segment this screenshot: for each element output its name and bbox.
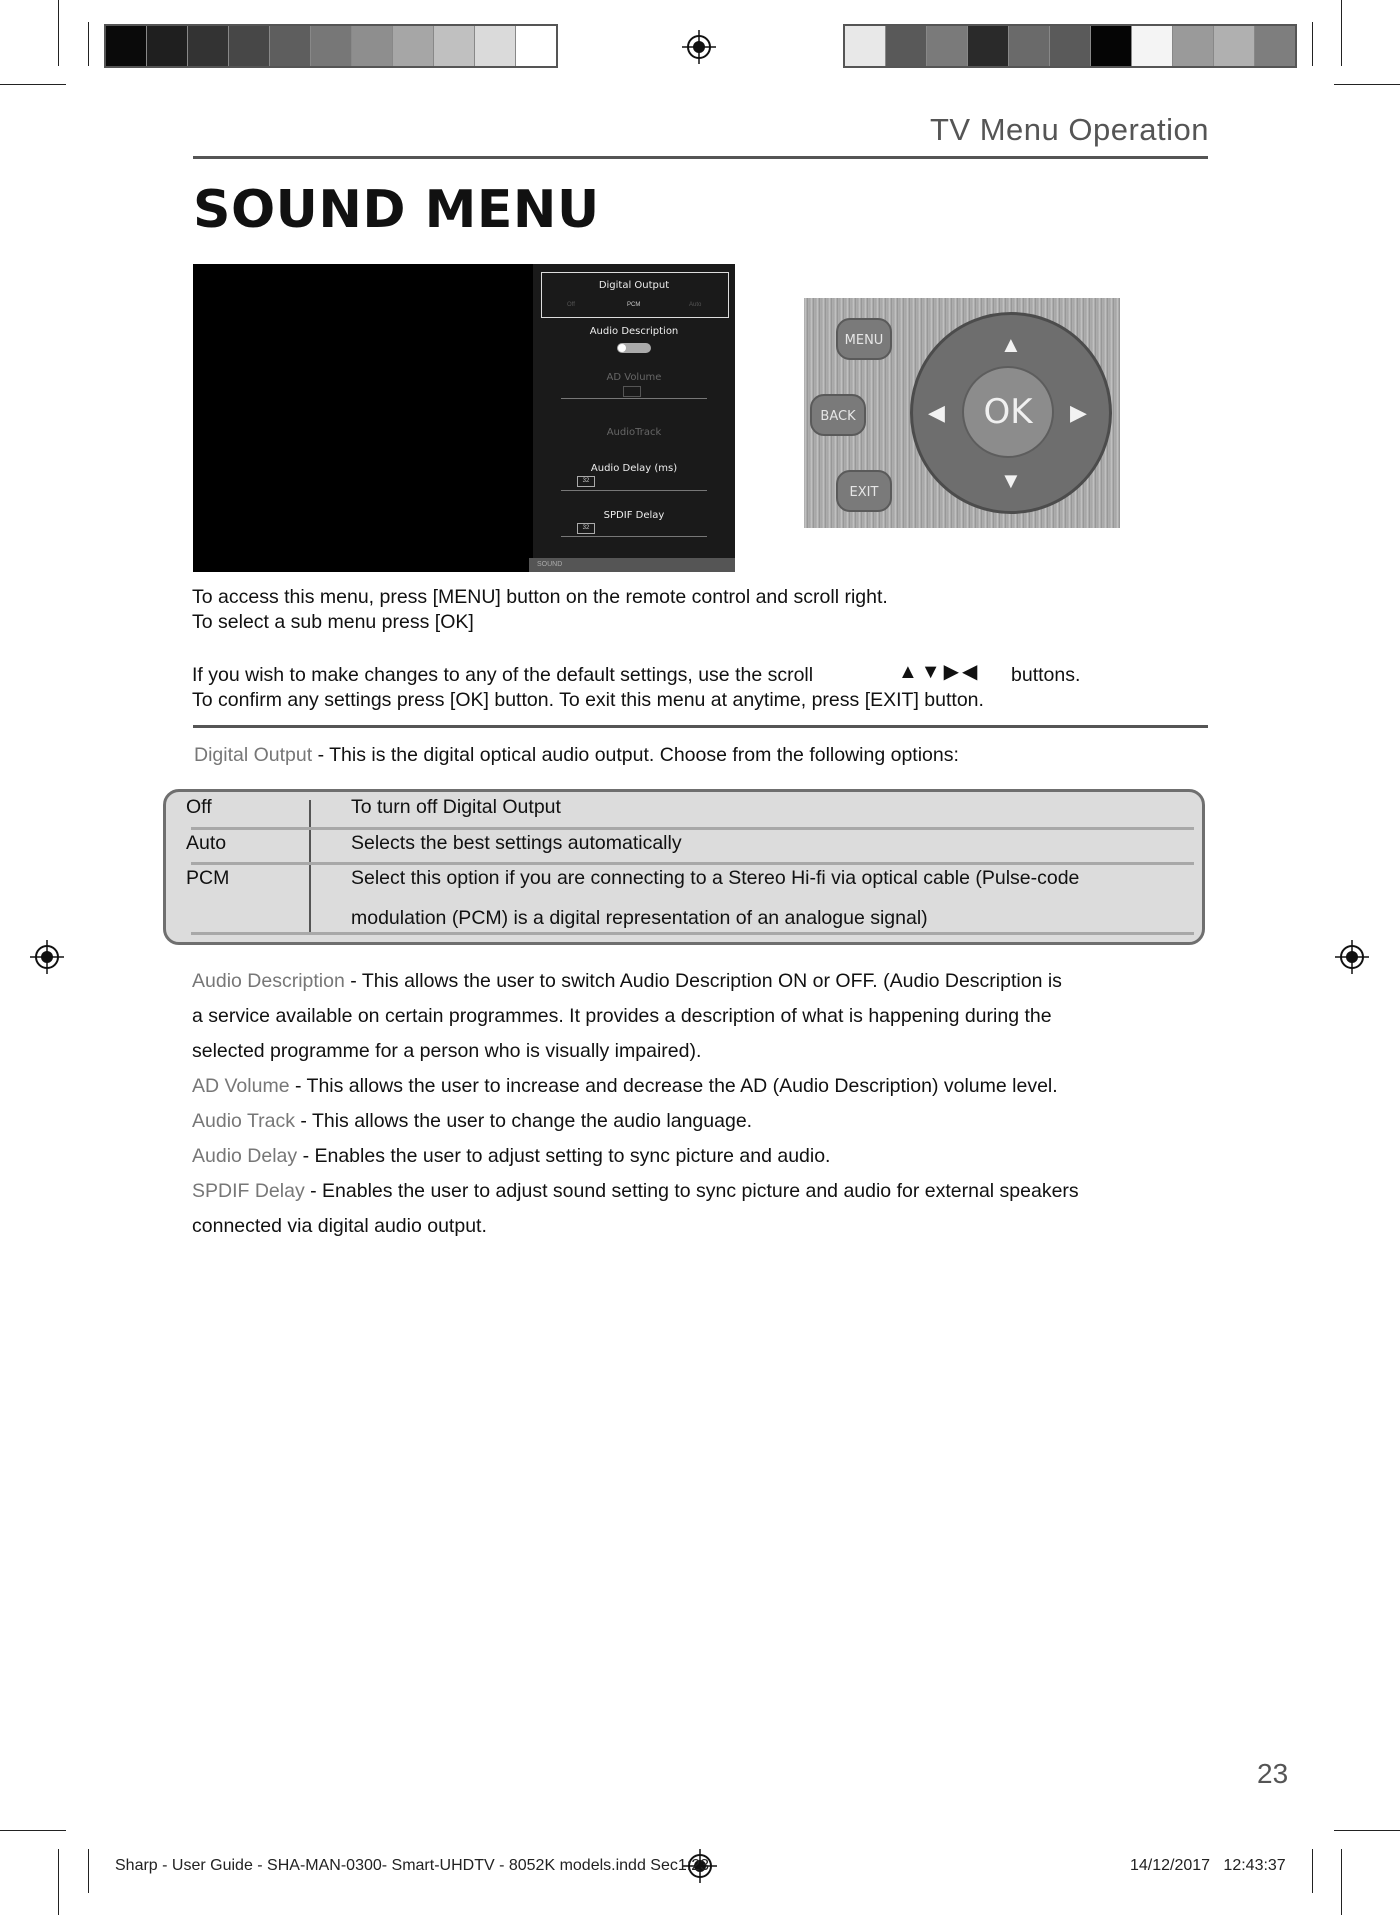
print-date: 14/12/2017 [1130,1857,1211,1874]
intro-text: - This is the digital optical audio output. Choose from the following options: [312,744,959,766]
digital-output-intro [194,743,959,768]
arrow-up-icon: ▲ [1000,332,1022,357]
registration-mark-icon [682,30,716,64]
arrow-left-icon: ◀ [928,400,945,425]
digital-output-options-table [163,789,1205,945]
scroll-arrows-icon: ▲▼▶◀ [898,661,981,683]
option-value: Selects the best settings automatically [351,832,682,854]
term-spdif-delay: SPDIF Delay [192,1180,305,1202]
tv-item-audio-track: AudioTrack [606,427,662,438]
crop-mark [1312,1849,1313,1893]
option-key: Off [186,796,212,818]
term-digital-output: Digital Output [194,744,313,766]
crop-mark [0,84,66,85]
section-divider [193,725,1208,728]
print-footer-file: Sharp - User Guide - SHA-MAN-0300- Smart-UHDTV - 8052K models.indd Sec1:23 [115,1857,709,1874]
registration-mark-icon [30,940,64,974]
tv-toggle [617,343,651,353]
term-audio-description: Audio Description [192,970,345,992]
arrow-right-icon: ▶ [1070,400,1087,425]
desc-text: - This allows the user to increase and decrease the AD (Audio Description) volume level. [289,1075,1058,1097]
table-row [186,830,1194,865]
term-audio-track: Audio Track [192,1110,295,1132]
desc-text: connected via digital audio output. [192,1215,487,1237]
term-ad-volume: AD Volume [192,1075,290,1097]
tv-sound-menu-screenshot [193,264,735,572]
desc-audio-description [192,970,1062,993]
tv-highlight-box [541,272,729,318]
back-button: BACK [810,394,866,436]
desc-audio-delay [192,1145,830,1168]
desc-text: a service available on certain programmes. It provides a description of what is happening during the [192,1005,1052,1027]
crop-mark [1334,84,1400,85]
print-footer-timestamp [1130,1857,1286,1875]
instruction-line: To select a sub menu press [OK] [192,611,474,633]
header-divider [193,156,1208,159]
option-key: PCM [186,867,230,889]
tv-item-audio-delay: Audio Delay (ms) [590,463,678,474]
tv-item-digital-output: Digital Output [598,280,670,291]
page-number: 23 [1257,1758,1289,1789]
crop-mark [88,22,89,66]
instruction-line: To access this menu, press [MENU] button on the remote control and scroll right. [192,586,888,608]
desc-text: - This allows the user to switch Audio Description ON or OFF. (Audio Description is [344,970,1062,992]
option-key: Auto [186,832,227,854]
desc-text: - Enables the user to adjust setting to sync picture and audio. [297,1145,831,1167]
desc-text: - This allows the user to change the audio language. [294,1110,753,1132]
crop-mark [58,1849,59,1915]
tv-slider-line [561,536,707,537]
instruction-line: If you wish to make changes to any of the default settings, use the scroll [192,664,814,686]
tv-spdif-delay-value: 32 [577,523,595,534]
tv-option-off: Off [567,302,575,308]
table-row [186,792,1194,830]
print-time: 12:43:37 [1223,1857,1286,1874]
tv-option-auto: Auto [689,302,702,308]
tv-option-pcm: PCM [627,302,641,308]
crop-mark [0,1830,66,1831]
option-value: modulation (PCM) is a digital representation of an analogue signal) [351,907,928,929]
desc-spdif-delay [192,1180,1079,1203]
crop-mark [1334,1830,1400,1831]
option-value: Select this option if you are connecting to a Stereo Hi-fi via optical cable (Pulse-code [351,867,1080,889]
crop-mark [88,1849,89,1893]
calibration-bar-left [104,24,558,68]
tv-menu-footer: SOUND [529,558,735,572]
desc-ad-volume [192,1075,1058,1098]
crop-mark [58,0,59,66]
tv-slider-line [561,490,707,491]
desc-text: - Enables the user to adjust sound setting to sync picture and audio for external speakers [304,1180,1079,1202]
tv-slider-handle [623,386,641,397]
ok-button: OK [962,366,1054,458]
desc-audio-track [192,1110,752,1133]
remote-control-image [804,298,1120,528]
menu-button: MENU [836,318,892,360]
tv-slider-line [561,398,707,399]
table-row [186,865,1194,935]
desc-text: selected programme for a person who is visually impaired). [192,1040,702,1062]
tv-audio-delay-value: 32 [577,476,595,487]
tv-item-audio-description: Audio Description [589,326,679,337]
arrow-down-icon: ▼ [1000,468,1022,493]
registration-mark-icon [1335,940,1369,974]
calibration-bar-right [843,24,1297,68]
crop-mark [1341,0,1342,66]
page-title: SOUND MENU [193,180,600,240]
tv-item-spdif-delay: SPDIF Delay [603,510,665,521]
tv-item-ad-volume: AD Volume [606,372,662,383]
term-audio-delay: Audio Delay [192,1145,298,1167]
instruction-line: buttons. [1011,664,1081,686]
crop-mark [1312,22,1313,66]
instruction-line: To confirm any settings press [OK] button. To exit this menu at anytime, press [EXIT] button. [192,689,984,711]
option-value: To turn off Digital Output [351,796,561,818]
exit-button: EXIT [836,470,892,512]
section-title: TV Menu Operation [930,112,1210,147]
crop-mark [1341,1849,1342,1915]
